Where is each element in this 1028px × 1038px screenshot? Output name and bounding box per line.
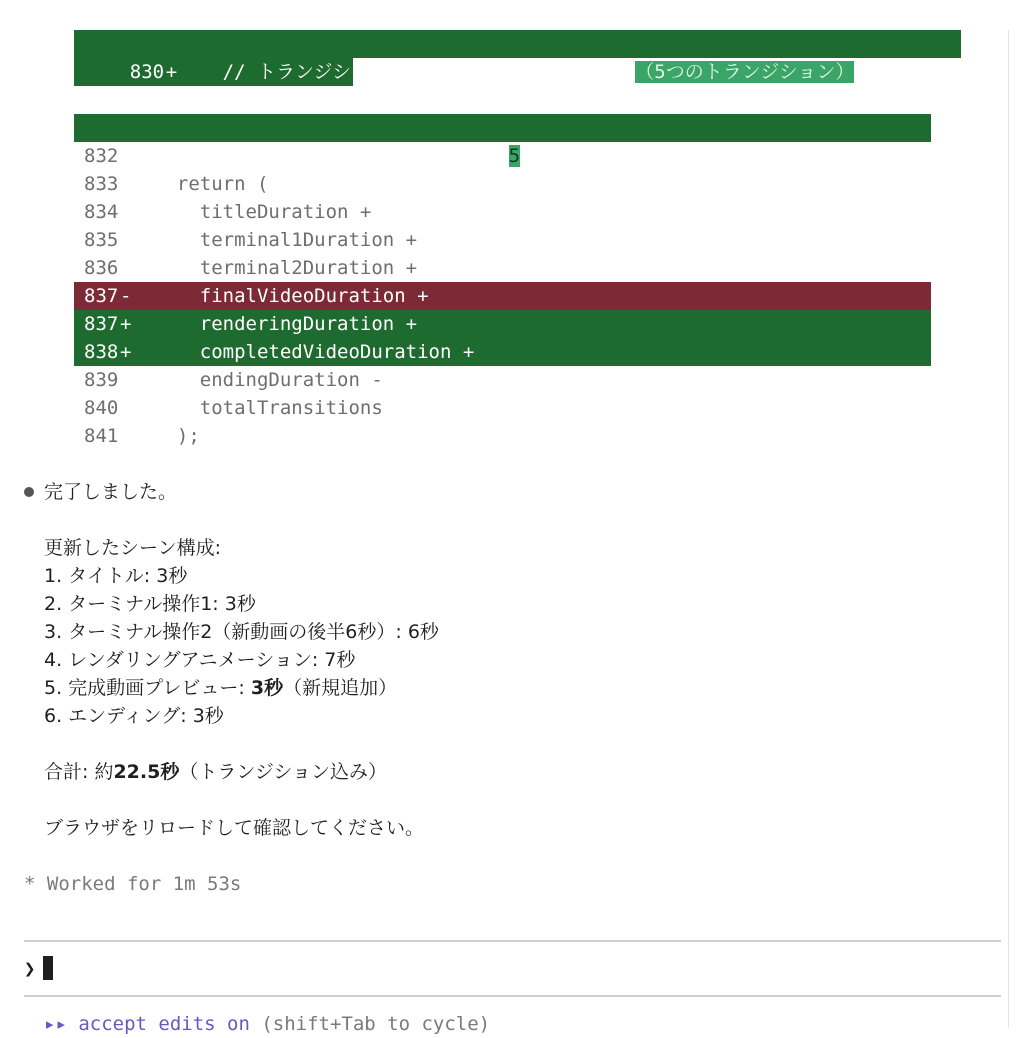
total-label: 合計: 約	[44, 761, 114, 783]
diff-marker: +	[120, 313, 132, 335]
diff-line	[74, 198, 964, 226]
diff-marker: +	[165, 145, 178, 167]
line-number: 833	[84, 173, 119, 195]
diff-line	[74, 254, 964, 282]
accept-edits-toggle[interactable]: ▸▸ accept edits on	[44, 1013, 250, 1035]
diff-line	[74, 170, 964, 198]
code-text: completedVideoDuration +	[154, 341, 475, 363]
scene-item: 4. レンダリングアニメーション: 7秒	[44, 649, 356, 671]
line-number: 836	[84, 257, 119, 279]
code-text: titleDuration +	[154, 201, 372, 223]
prompt-chevron-icon: ❯	[24, 958, 36, 980]
reload-instruction: ブラウザをリロードして確認してください。	[44, 817, 425, 839]
diff-line-removed	[74, 282, 931, 310]
diff-line-added	[74, 338, 931, 366]
line-number: 837	[84, 313, 119, 335]
total-note: （トランジション込み）	[179, 761, 388, 783]
scene-heading: 更新したシーン構成:	[44, 537, 222, 559]
code-text: renderingDuration +	[154, 313, 418, 335]
done-line	[24, 478, 984, 506]
code-text: endingDuration -	[154, 369, 383, 391]
line-number: 837	[84, 285, 119, 307]
diff-marker: +	[165, 61, 178, 83]
scene-item: 2. ターミナル操作1: 3秒	[44, 593, 256, 615]
code-highlight: 5	[508, 145, 521, 167]
code-text: // トランジションは重なるので、その分を引く	[199, 61, 636, 83]
diff-line	[74, 142, 964, 170]
diff-view	[74, 30, 964, 450]
diff-marker: +	[120, 341, 132, 363]
input-divider-bottom	[24, 995, 1001, 997]
scene-item	[24, 674, 984, 702]
line-number: 835	[84, 229, 119, 251]
code-text: finalVideoDuration +	[154, 285, 429, 307]
scene-item-duration: 3秒	[250, 677, 284, 699]
line-number: 831	[129, 145, 165, 167]
input-divider-top	[24, 940, 1001, 942]
scene-item: 6. エンディング: 3秒	[44, 705, 224, 727]
line-number: 839	[84, 369, 119, 391]
line-number: 832	[84, 145, 119, 167]
status-bar	[44, 1010, 490, 1038]
text-cursor	[43, 956, 53, 980]
scene-item-note: （新規追加）	[283, 677, 398, 699]
line-number: 830	[129, 61, 165, 83]
diff-line-830	[74, 30, 961, 83]
total-line	[24, 758, 984, 786]
prompt-input[interactable]	[24, 955, 53, 983]
cycle-hint: (shift+Tab to cycle)	[249, 1013, 491, 1035]
code-text: const totalTransitions =	[199, 145, 509, 167]
total-value: 22.5秒	[113, 761, 180, 783]
diff-line	[74, 226, 964, 254]
scene-item: 3. ターミナル操作2（新動画の後半6秒）: 6秒	[44, 621, 439, 643]
scene-item-label: 5. 完成動画プレビュー:	[44, 677, 251, 699]
code-text: );	[154, 425, 200, 447]
code-text: * transitionDuration;	[520, 145, 772, 167]
code-text: terminal2Duration +	[154, 257, 418, 279]
code-highlight: （5つのトランジション）	[635, 61, 855, 83]
diff-marker: -	[120, 285, 132, 307]
worked-duration: * Worked for 1m 53s	[24, 873, 242, 895]
line-number: 840	[84, 397, 119, 419]
line-number: 838	[84, 341, 119, 363]
line-number: 841	[84, 425, 119, 447]
diff-line-added	[74, 310, 931, 338]
bullet-icon	[24, 487, 34, 497]
diff-line	[74, 394, 964, 422]
diff-line	[74, 422, 964, 450]
line-number: 834	[84, 201, 119, 223]
scrollbar-track[interactable]	[1008, 30, 1028, 1028]
code-text: terminal1Duration +	[154, 229, 418, 251]
code-text: totalTransitions	[154, 397, 383, 419]
scene-item: 1. タイトル: 3秒	[44, 565, 188, 587]
assistant-message	[24, 478, 984, 842]
code-text: return (	[154, 173, 269, 195]
diff-line	[74, 366, 964, 394]
done-text: 完了しました。	[44, 481, 178, 503]
